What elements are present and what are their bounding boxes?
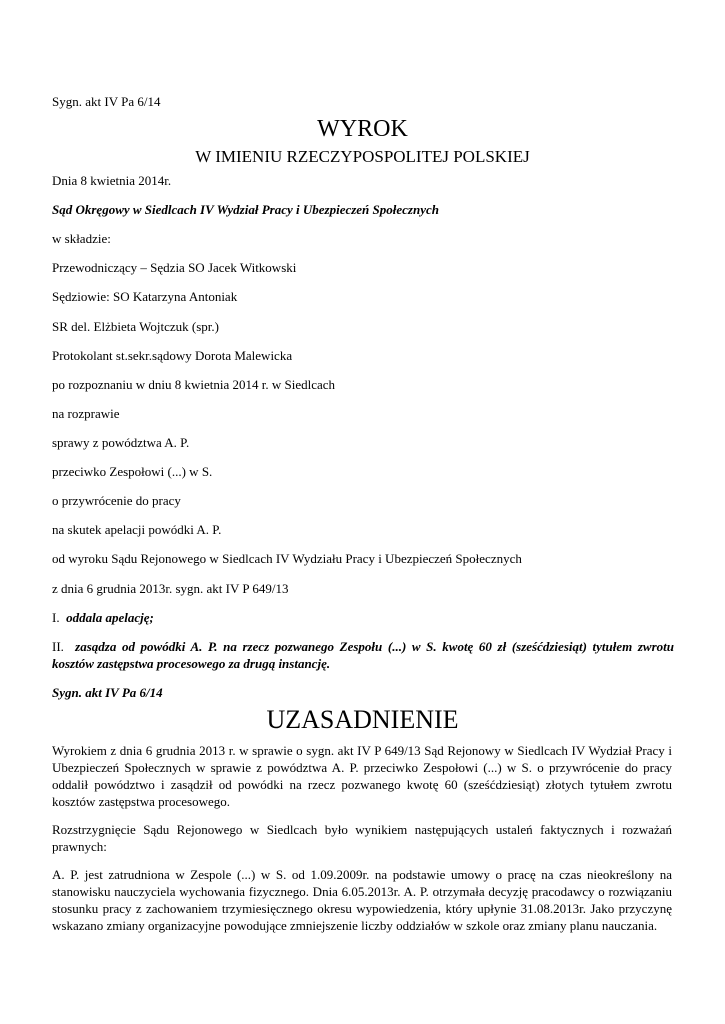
case-signature-justification: Sygn. akt IV Pa 6/14 [52,685,163,700]
ruling-item-2-number: II. [52,639,64,654]
case-line: z dnia 6 grudnia 2013r. sygn. akt IV P 649/13 [52,581,289,596]
document-subtitle: W IMIENIU RZECZYPOSPOLITEJ POLSKIEJ [195,147,530,166]
judge-delegated: SR del. Elżbieta Wojtczuk (spr.) [52,319,219,334]
case-line: przeciwko Zespołowi (...) w S. [52,464,213,479]
ruling-item-1 [52,609,154,626]
judges: Sędziowie: SO Katarzyna Antoniak [52,289,238,304]
document-title: WYROK [317,116,408,142]
case-line: od wyroku Sądu Rejonowego w Siedlcach IV Wydziału Pracy i Ubezpieczeń Społecznych [52,551,522,566]
judgment-date: Dnia 8 kwietnia 2014r. [52,173,172,188]
justification-paragraph-3: A. P. jest zatrudniona w Zespole (...) w S. od 1.09.2009r. na podstawie umowy o pracę na czas nieokreślony na stanowisku nauczyciela wychowania fizycznego. Dnia 6.05.2013r. A. P. otrzymała decyzję pracodawcy o rozwiązaniu stosunku pracy z zachowaniem trzymiesięcznego okresu wypowiedzenia, który upłynie 31.08.2013r. Jako przyczynę wskazano zmiany organizacyjne powodujące zmniejszenie liczby oddziałów w szkole oraz zmiany planu nauczania. [52,867,672,933]
ruling-item-1-text: oddala apelację; [66,610,154,625]
court-clerk: Protokolant st.sekr.sądowy Dorota Malewicka [52,348,293,363]
case-line: sprawy z powództwa A. P. [52,435,190,450]
case-signature: Sygn. akt IV Pa 6/14 [52,94,161,109]
ruling-item-1-number: I. [52,610,60,625]
ruling-item-2 [52,638,674,672]
court-name: Sąd Okręgowy w Siedlcach IV Wydział Pracy i Ubezpieczeń Społecznych [52,202,439,217]
case-line: o przywrócenie do pracy [52,493,181,508]
justification-paragraph-2: Rozstrzygnięcie Sądu Rejonowego w Siedlcach było wynikiem następujących ustaleń faktycznych i rozważań prawnych: [52,822,672,854]
case-line: na skutek apelacji powódki A. P. [52,522,222,537]
presiding-judge: Przewodniczący – Sędzia SO Jacek Witkowski [52,260,297,275]
justification-title: UZASADNIENIE [266,705,459,734]
case-line: po rozpoznaniu w dniu 8 kwietnia 2014 r. w Siedlcach [52,377,336,392]
case-line: na rozprawie [52,406,120,421]
justification-paragraph-1: Wyrokiem z dnia 6 grudnia 2013 r. w sprawie o sygn. akt IV P 649/13 Sąd Rejonowy w Siedlcach IV Wydział Pracy i Ubezpieczeń Społecznych w sprawie z powództwa A. P. przeciwko Zespołowi (...) w S. o przywrócenie do pracy oddalił powództwo i zasądził od powódki na rzecz pozwanego kwotę 60 (sześćdziesiąt) złotych tytułem zwrotu kosztów zastępstwa procesowego. [52,743,672,809]
composition-intro: w składzie: [52,231,111,246]
ruling-item-2-text: zasądza od powódki A. P. na rzecz pozwanego Zespołu (...) w S. kwotę 60 zł (sześćdziesiąt) tytułem zwrotu kosztów zastępstwa procesowego za drugą instancję. [52,639,675,671]
